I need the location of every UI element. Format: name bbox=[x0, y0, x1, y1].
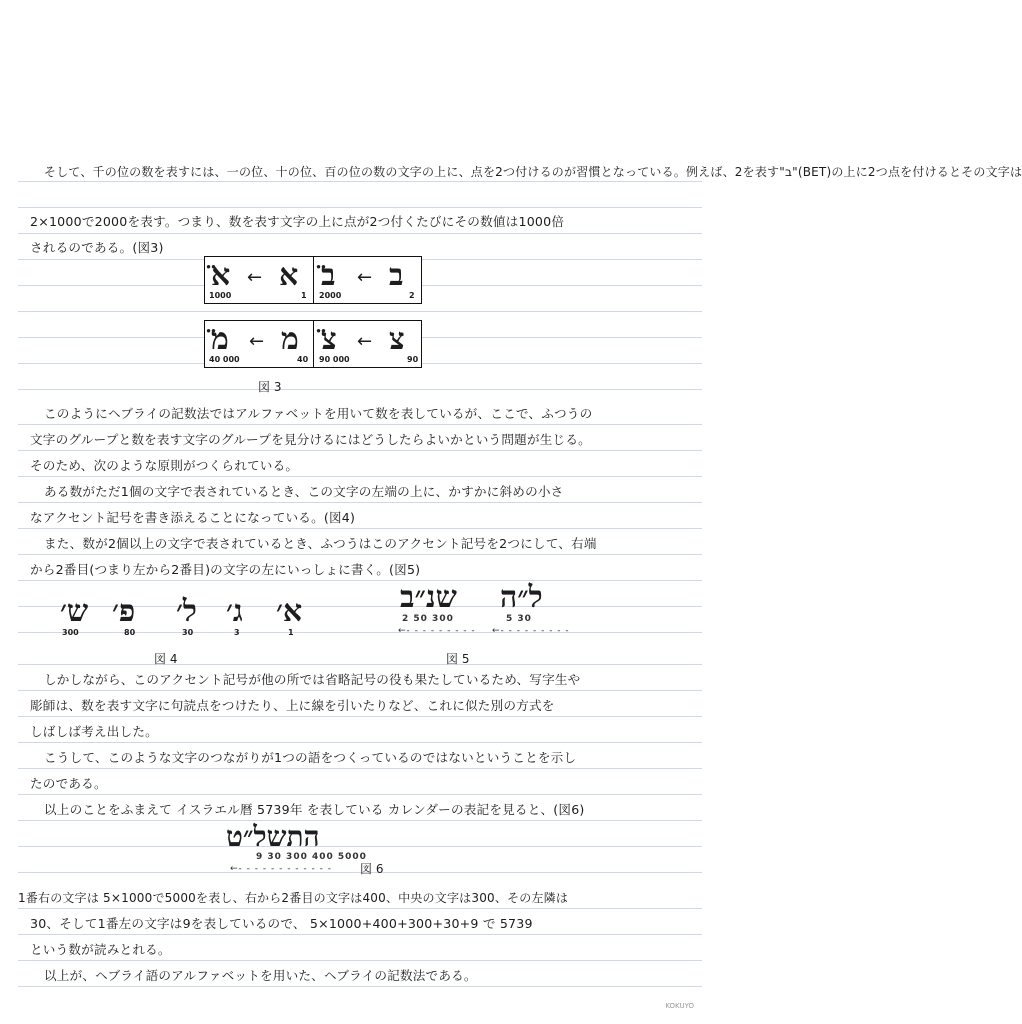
text-line: なアクセント記号を書き添えることになっている。(図4) bbox=[30, 510, 356, 525]
letter-value: 30 bbox=[182, 628, 194, 637]
hebrew-letter: א׳ bbox=[276, 594, 303, 629]
ruled-line bbox=[18, 450, 702, 451]
ruled-line bbox=[18, 908, 702, 909]
ruled-line bbox=[18, 424, 702, 425]
hebrew-word: שנ״ב bbox=[400, 580, 457, 615]
letter-value: 1000 bbox=[209, 291, 232, 300]
ruled-line bbox=[18, 960, 702, 961]
figure4-caption: 図 4 bbox=[154, 652, 178, 666]
ruled-line bbox=[18, 768, 702, 769]
letter-value: 40 bbox=[297, 355, 309, 364]
text-line: 彫師は、数を表す文字に句読点をつけたり、上に線を引いたりなど、これに似た別の方式を bbox=[30, 698, 555, 713]
text-line: ある数がただ1個の文字で表されているとき、この文字の左端の上に、かすかに斜めの小さ bbox=[44, 484, 564, 499]
letter-value: 1 bbox=[288, 628, 294, 637]
hebrew-letter: מ bbox=[281, 322, 299, 357]
text-line: そして、千の位の数を表すには、一の位、十の位、百の位の数の文字の上に、点を2つ付けるのが習慣となっている。例えば、2を表す"ב"(BET)の上に2つ点を付けるとその文字は bbox=[44, 165, 1022, 179]
text-line: 文字のグループと数を表す文字のグループを見分けるにはどうしたらよいかという問題が生じる。 bbox=[30, 432, 591, 447]
figure3-row1 bbox=[204, 256, 422, 304]
hebrew-word: התשל״ט bbox=[226, 820, 320, 853]
hebrew-letter: צ̈ bbox=[321, 322, 337, 357]
text-line: たのである。 bbox=[30, 776, 107, 791]
hebrew-letter: ב bbox=[389, 258, 404, 293]
left-arrow-icon: ← bbox=[249, 331, 265, 352]
ruled-line bbox=[18, 181, 702, 182]
figure3-cell bbox=[315, 257, 421, 303]
ruled-line bbox=[18, 664, 702, 665]
ruled-line bbox=[18, 716, 702, 717]
word-values: 5 30 bbox=[506, 614, 532, 624]
hebrew-letter: צ bbox=[389, 322, 405, 357]
ruled-line bbox=[18, 986, 702, 987]
hebrew-word: ל״ה bbox=[500, 580, 543, 615]
ruled-line bbox=[18, 632, 702, 633]
hebrew-letter: פ׳ bbox=[112, 594, 136, 629]
ruled-line bbox=[18, 934, 702, 935]
ruled-line bbox=[18, 476, 702, 477]
text-line: また、数が2個以上の文字で表されているとき、ふつうはこのアクセント記号を2つにして、右端 bbox=[44, 536, 597, 551]
letter-value: 3 bbox=[234, 628, 240, 637]
ruled-line bbox=[18, 554, 702, 555]
text-line: 2×1000で2000を表す。つまり、数を表す文字の上に点が2つ付くたびにその数値は1000倍 bbox=[30, 214, 565, 229]
ruled-line bbox=[18, 311, 702, 312]
dashed-left-arrow-icon: ←- - - - - - - - - bbox=[492, 626, 570, 636]
hebrew-letter: ב̈ bbox=[321, 258, 336, 293]
text-line: という数が読みとれる。 bbox=[30, 942, 171, 957]
text-line: しかしながら、このアクセント記号が他の所では省略記号の役も果たしているため、写字生や bbox=[44, 672, 581, 687]
text-line: から2番目(つまり左から2番目)の文字の左にいっしょに書く。(図5) bbox=[30, 562, 421, 577]
ruled-line bbox=[18, 502, 702, 503]
figure3-caption: 図 3 bbox=[258, 380, 282, 394]
letter-value: 2000 bbox=[319, 291, 342, 300]
dashed-left-arrow-icon: ←- - - - - - - - - bbox=[398, 626, 476, 636]
left-arrow-icon: ← bbox=[247, 267, 263, 288]
left-arrow-icon: ← bbox=[357, 331, 373, 352]
letter-value: 80 bbox=[124, 628, 136, 637]
figure3-cell bbox=[205, 257, 314, 303]
figure6-caption: 図 6 bbox=[360, 862, 384, 876]
letter-value: 90 bbox=[407, 355, 419, 364]
word-values: 9 30 300 400 5000 bbox=[256, 852, 367, 862]
letter-value: 1 bbox=[301, 291, 307, 300]
text-line: そのため、次のような原則がつくられている。 bbox=[30, 458, 299, 473]
notebook-brand-mark: KOKUYO bbox=[665, 1002, 694, 1010]
ruled-line bbox=[18, 820, 702, 821]
hebrew-letter: א̈ bbox=[211, 258, 231, 293]
figure3-cell bbox=[315, 321, 421, 367]
figure5-caption: 図 5 bbox=[446, 652, 470, 666]
letter-value: 2 bbox=[409, 291, 415, 300]
text-line: されるのである。(図3) bbox=[30, 240, 164, 255]
figure3-cell bbox=[205, 321, 314, 367]
text-line: このようにヘブライの記数法ではアルファベットを用いて数を表しているが、ここで、ふつうの bbox=[44, 406, 593, 421]
hebrew-letter: א bbox=[279, 258, 299, 293]
ruled-line bbox=[18, 742, 702, 743]
ruled-line bbox=[18, 233, 702, 234]
letter-value: 40 000 bbox=[209, 355, 240, 364]
ruled-line bbox=[18, 389, 702, 390]
text-line: 以上のことをふまえて イスラエル暦 5739年 を表している カレンダーの表記を見ると、(図6) bbox=[44, 802, 585, 817]
ruled-line bbox=[18, 207, 702, 208]
text-line: 30、そして1番左の文字は9を表しているので、 5×1000+400+300+30+9 で 5739 bbox=[30, 916, 533, 931]
text-line: しばしば考え出した。 bbox=[30, 724, 158, 739]
text-line: こうして、このような文字のつながりが1つの語をつくっているのではないということを示し bbox=[44, 750, 577, 765]
hebrew-letter: מ̈ bbox=[211, 322, 229, 357]
dashed-left-arrow-icon: ←- - - - - - - - - - - - bbox=[230, 864, 332, 874]
letter-value: 90 000 bbox=[319, 355, 350, 364]
text-line: 以上が、ヘブライ語のアルファベットを用いた、ヘブライの記数法である。 bbox=[44, 968, 477, 983]
letter-value: 300 bbox=[62, 628, 79, 637]
hebrew-letter: ג׳ bbox=[226, 594, 243, 629]
ruled-line bbox=[18, 690, 702, 691]
ruled-line bbox=[18, 528, 702, 529]
hebrew-letter: ל׳ bbox=[176, 594, 197, 629]
text-line: 1番右の文字は 5×1000で5000を表し、右から2番目の文字は400、中央の文字は300、その左隣は bbox=[18, 891, 569, 905]
figure3-row2 bbox=[204, 320, 422, 368]
ruled-line bbox=[18, 794, 702, 795]
word-values: 2 50 300 bbox=[402, 614, 454, 624]
ruled-line bbox=[18, 580, 702, 581]
hebrew-letter: ש׳ bbox=[60, 594, 89, 629]
left-arrow-icon: ← bbox=[357, 267, 373, 288]
ruled-line bbox=[18, 846, 702, 847]
